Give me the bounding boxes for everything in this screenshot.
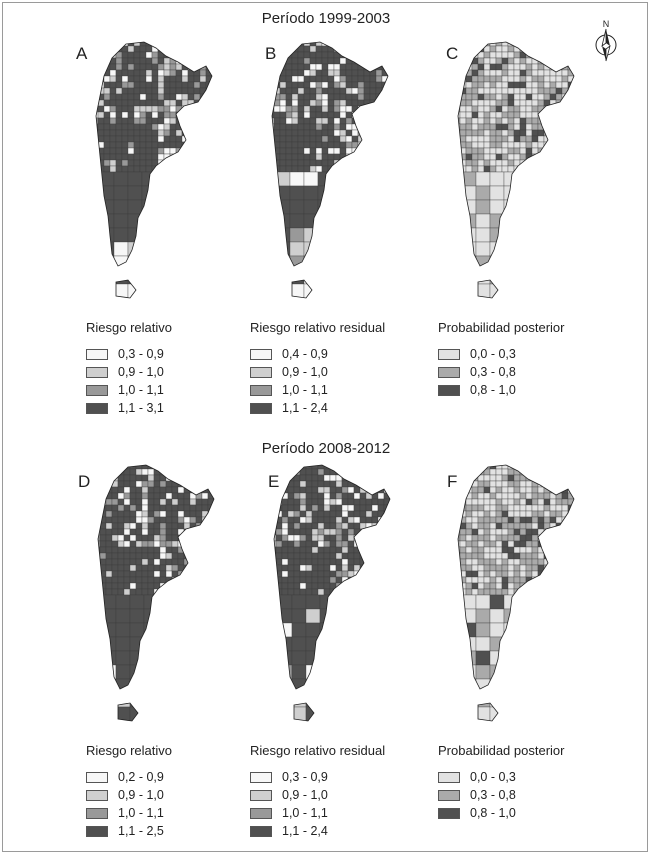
- map-regions: [448, 463, 588, 725]
- legend-item: [438, 804, 564, 822]
- legend-swatch: [438, 772, 460, 783]
- legend-item: [86, 345, 172, 363]
- legend-title: Probabilidad posterior: [438, 320, 565, 335]
- legend-swatch: [86, 349, 108, 360]
- legend-d: [86, 743, 172, 840]
- legend-item: [86, 786, 172, 804]
- map-b: [262, 40, 402, 302]
- legend-a: [86, 320, 172, 417]
- legend-item: [250, 381, 385, 399]
- legend-swatch: [438, 790, 460, 801]
- legend-range: 0,4 - 0,9: [282, 347, 328, 361]
- legend-range: 0,2 - 0,9: [118, 770, 164, 784]
- legend-item: [438, 786, 564, 804]
- legend-range: 0,9 - 1,0: [118, 365, 164, 379]
- panel-label-a: A: [76, 44, 88, 63]
- legend-item: [250, 786, 385, 804]
- panel-label-d: D: [78, 472, 91, 491]
- period-title-1: Período 1999-2003: [261, 10, 391, 27]
- legend-item: [438, 381, 564, 399]
- legend-swatch: [86, 808, 108, 819]
- legend-swatch: [86, 790, 108, 801]
- period-title-2: Período 2008-2012: [261, 440, 391, 457]
- legend-swatch: [250, 349, 272, 360]
- legend-range: 1,1 - 2,4: [282, 401, 328, 415]
- legend-item: [250, 399, 385, 417]
- legend-range: 0,8 - 1,0: [470, 383, 516, 397]
- legend-item: [86, 363, 172, 381]
- legend-item: [250, 768, 385, 786]
- legend-swatch: [250, 385, 272, 396]
- legend-swatch: [86, 772, 108, 783]
- map-f: [448, 463, 588, 725]
- legend-range: 0,3 - 0,8: [470, 365, 516, 379]
- legend-swatch: [86, 403, 108, 414]
- legend-range: 1,1 - 2,4: [282, 824, 328, 838]
- legend-range: 0,3 - 0,9: [282, 770, 328, 784]
- legend-item: [250, 804, 385, 822]
- panel-label-c: C: [446, 44, 459, 63]
- legend-range: 1,0 - 1,1: [282, 383, 328, 397]
- legend-range: 1,0 - 1,1: [118, 383, 164, 397]
- legend-range: 0,0 - 0,3: [470, 347, 516, 361]
- legend-swatch: [438, 349, 460, 360]
- legend-swatch: [250, 772, 272, 783]
- legend-swatch: [86, 385, 108, 396]
- legend-b: [250, 320, 385, 417]
- legend-title: Riesgo relativo residual: [250, 320, 386, 335]
- map-c: [448, 40, 588, 302]
- legend-swatch: [438, 367, 460, 378]
- legend-range: 0,0 - 0,3: [470, 770, 516, 784]
- legend-range: 0,8 - 1,0: [470, 806, 516, 820]
- north-arrow-icon: [589, 18, 623, 69]
- legend-swatch: [250, 808, 272, 819]
- map-a: [86, 40, 226, 302]
- legend-swatch: [86, 367, 108, 378]
- legend-item: [438, 345, 564, 363]
- legend-swatch: [86, 826, 108, 837]
- panel-label-f: F: [447, 472, 458, 491]
- legend-range: 0,3 - 0,8: [470, 788, 516, 802]
- legend-title: Probabilidad posterior: [438, 743, 565, 758]
- legend-range: 1,0 - 1,1: [282, 806, 328, 820]
- legend-f: [438, 743, 564, 822]
- north-label: N: [602, 19, 610, 29]
- map-d: [88, 463, 228, 725]
- legend-range: 1,1 - 3,1: [118, 401, 164, 415]
- map-regions: [262, 40, 402, 302]
- legend-title: Riesgo relativo: [86, 743, 172, 758]
- legend-range: 0,9 - 1,0: [282, 788, 328, 802]
- map-regions: [264, 463, 404, 725]
- legend-swatch: [438, 808, 460, 819]
- panel-label-b: B: [265, 44, 277, 63]
- legend-item: [250, 345, 385, 363]
- legend-range: 0,3 - 0,9: [118, 347, 164, 361]
- legend-swatch: [250, 403, 272, 414]
- map-e: [264, 463, 404, 725]
- legend-range: 1,0 - 1,1: [118, 806, 164, 820]
- legend-range: 0,9 - 1,0: [282, 365, 328, 379]
- legend-item: [86, 399, 172, 417]
- legend-swatch: [438, 385, 460, 396]
- legend-range: 0,9 - 1,0: [118, 788, 164, 802]
- legend-item: [438, 768, 564, 786]
- panel-label-e: E: [268, 472, 280, 491]
- legend-title: Riesgo relativo residual: [250, 743, 386, 758]
- legend-c: [438, 320, 564, 399]
- legend-item: [86, 804, 172, 822]
- legend-item: [86, 768, 172, 786]
- map-regions: [448, 40, 588, 302]
- map-regions: [86, 40, 226, 302]
- legend-item: [250, 822, 385, 840]
- legend-e: [250, 743, 385, 840]
- legend-item: [250, 363, 385, 381]
- legend-title: Riesgo relativo: [86, 320, 172, 335]
- legend-item: [86, 381, 172, 399]
- legend-swatch: [250, 790, 272, 801]
- legend-swatch: [250, 367, 272, 378]
- legend-item: [438, 363, 564, 381]
- legend-range: 1,1 - 2,5: [118, 824, 164, 838]
- legend-item: [86, 822, 172, 840]
- map-regions: [88, 463, 228, 725]
- legend-swatch: [250, 826, 272, 837]
